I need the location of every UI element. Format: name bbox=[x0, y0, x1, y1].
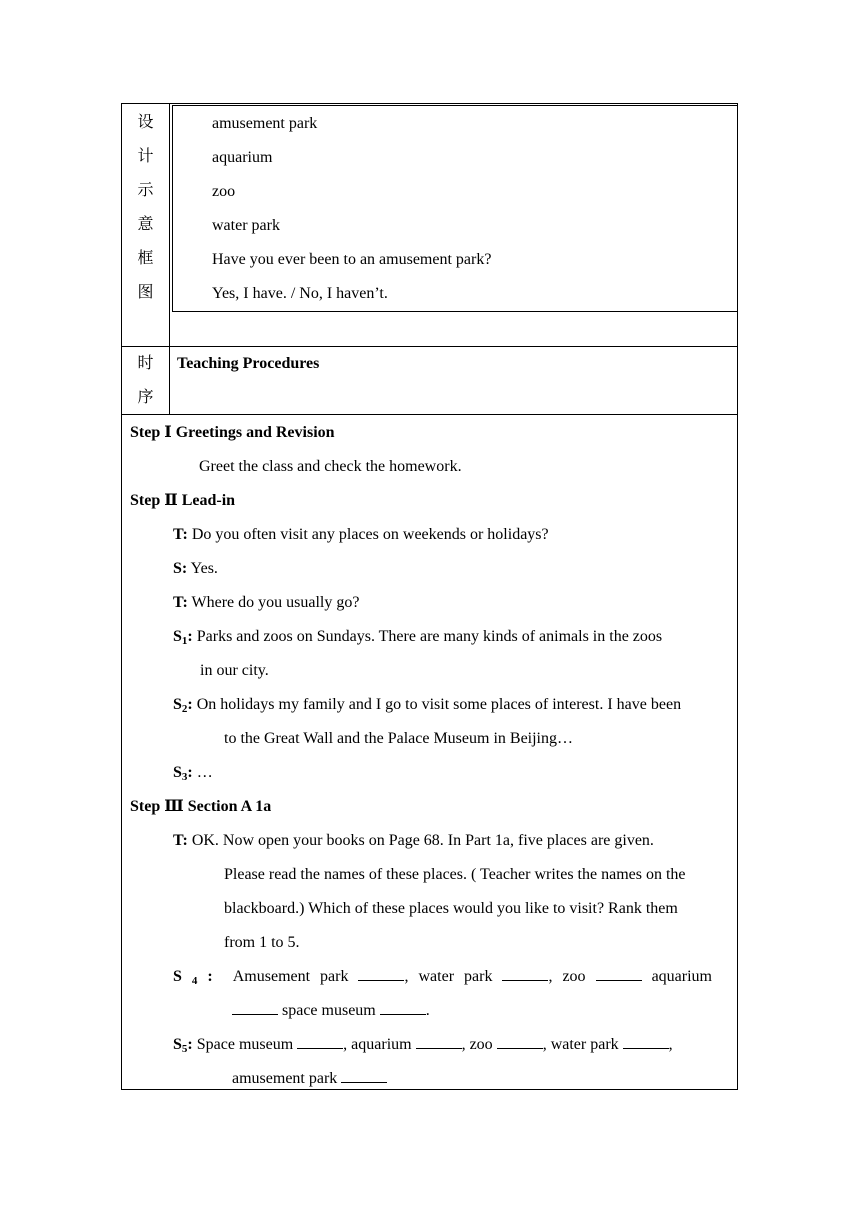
dialogue-continuation bbox=[232, 1062, 387, 1096]
design-item: Yes, I have. / No, I haven’t. bbox=[212, 285, 388, 302]
rank-blank[interactable] bbox=[623, 1034, 669, 1049]
dialogue-text: Do you often visit any places on weekends or holidays? bbox=[187, 526, 549, 543]
speaker: S bbox=[173, 696, 182, 713]
place-name: Amusement park bbox=[232, 968, 349, 985]
dialogue-line bbox=[173, 518, 549, 552]
place-name: , zoo bbox=[461, 1036, 493, 1053]
rank-blank[interactable] bbox=[341, 1068, 387, 1083]
dialogue-continuation: Please read the names of these places. ( Teacher writes the names on the bbox=[224, 866, 686, 883]
speaker: S: bbox=[173, 560, 188, 577]
speaker-colon: : bbox=[187, 764, 193, 781]
speaker-subscript: 1 bbox=[181, 635, 188, 647]
step2-heading: Step Ⅱ Lead-in bbox=[130, 492, 236, 509]
speaker: S bbox=[173, 1036, 182, 1053]
place-name: , water park bbox=[542, 1036, 619, 1053]
design-item: Have you ever been to an amusement park? bbox=[212, 251, 492, 268]
place-name: , zoo bbox=[548, 968, 586, 985]
rank-blank[interactable] bbox=[358, 966, 404, 981]
dialogue-continuation: in our city. bbox=[200, 662, 269, 679]
dialogue-continuation: from 1 to 5. bbox=[224, 934, 300, 951]
place-name: Space museum bbox=[196, 1036, 294, 1053]
speaker: T: bbox=[173, 832, 188, 849]
speaker-colon: : bbox=[187, 1036, 193, 1053]
column-divider bbox=[169, 104, 170, 415]
design-label-char: 意 bbox=[137, 216, 154, 233]
dialogue-text: … bbox=[192, 764, 213, 781]
procedures-header: Teaching Procedures bbox=[177, 355, 320, 372]
row-divider bbox=[122, 414, 737, 415]
rank-blank[interactable] bbox=[502, 966, 548, 981]
design-item: aquarium bbox=[212, 149, 273, 166]
design-label-char: 设 bbox=[137, 114, 154, 131]
dialogue-line bbox=[173, 586, 359, 620]
dialogue-text: OK. Now open your books on Page 68. In Part 1a, five places are given. bbox=[187, 832, 654, 849]
dialogue-line bbox=[173, 552, 218, 586]
speaker-subscript: 3 bbox=[181, 771, 188, 783]
speaker: S bbox=[173, 968, 182, 985]
dialogue-text: On holidays my family and I go to visit some places of interest. I have been bbox=[192, 696, 682, 713]
design-label-char: 计 bbox=[137, 148, 154, 165]
place-name: aquarium bbox=[651, 968, 712, 985]
place-name: , water park bbox=[404, 968, 493, 985]
place-name: , aquarium bbox=[343, 1036, 412, 1053]
place-name: space museum bbox=[282, 1002, 376, 1019]
rank-blank[interactable] bbox=[416, 1034, 462, 1049]
dialogue-line bbox=[173, 824, 654, 858]
speaker: S bbox=[173, 764, 182, 781]
step1-text: Greet the class and check the homework. bbox=[199, 458, 462, 475]
rank-blank[interactable] bbox=[297, 1034, 343, 1049]
dialogue-line bbox=[173, 756, 213, 794]
rank-blank[interactable] bbox=[380, 1000, 426, 1015]
order-label-char: 时 bbox=[137, 355, 154, 372]
design-item: amusement park bbox=[212, 115, 318, 132]
dialogue-continuation: to the Great Wall and the Palace Museum in Beijing… bbox=[224, 730, 573, 747]
step1-heading: Step Ⅰ Greetings and Revision bbox=[130, 424, 335, 441]
speaker: S bbox=[173, 628, 182, 645]
design-label-char: 框 bbox=[137, 250, 154, 267]
rank-blank[interactable] bbox=[596, 966, 642, 981]
dialogue-line-s5: $S_5$: Space museum , aquarium , zoo , water park , bbox=[173, 1036, 673, 1055]
speaker: T: bbox=[173, 526, 188, 543]
speaker: T: bbox=[173, 594, 188, 611]
dialogue-text: Yes. bbox=[187, 560, 218, 577]
speaker-colon: : bbox=[207, 968, 213, 985]
design-item: zoo bbox=[212, 183, 236, 200]
order-label-char: 序 bbox=[137, 389, 154, 406]
place-name: amusement park bbox=[232, 1070, 338, 1087]
speaker-subscript: 4 bbox=[191, 975, 198, 987]
rank-blank[interactable] bbox=[497, 1034, 543, 1049]
dialogue-continuation: space museum . bbox=[232, 994, 430, 1028]
speaker-colon: : bbox=[187, 628, 193, 645]
design-item: water park bbox=[212, 217, 280, 234]
dialogue-line bbox=[173, 688, 681, 726]
dialogue-text: Where do you usually go? bbox=[187, 594, 360, 611]
dialogue-line-s4 bbox=[173, 960, 712, 998]
speaker-subscript: 2 bbox=[181, 703, 188, 715]
rank-blank[interactable] bbox=[232, 1000, 278, 1015]
design-label-char: 图 bbox=[137, 284, 154, 301]
dialogue-text: Parks and zoos on Sundays. There are many kinds of animals in the zoos bbox=[192, 628, 663, 645]
speaker-subscript: 5 bbox=[181, 1043, 188, 1055]
dialogue-line bbox=[173, 620, 662, 658]
step3-heading: Step Ⅲ Section A 1a bbox=[130, 798, 272, 815]
design-label-char: 示 bbox=[137, 182, 154, 199]
teaching-plan-table bbox=[121, 103, 738, 1090]
dialogue-continuation: blackboard.) Which of these places would you like to visit? Rank them bbox=[224, 900, 678, 917]
speaker-colon: : bbox=[187, 696, 193, 713]
